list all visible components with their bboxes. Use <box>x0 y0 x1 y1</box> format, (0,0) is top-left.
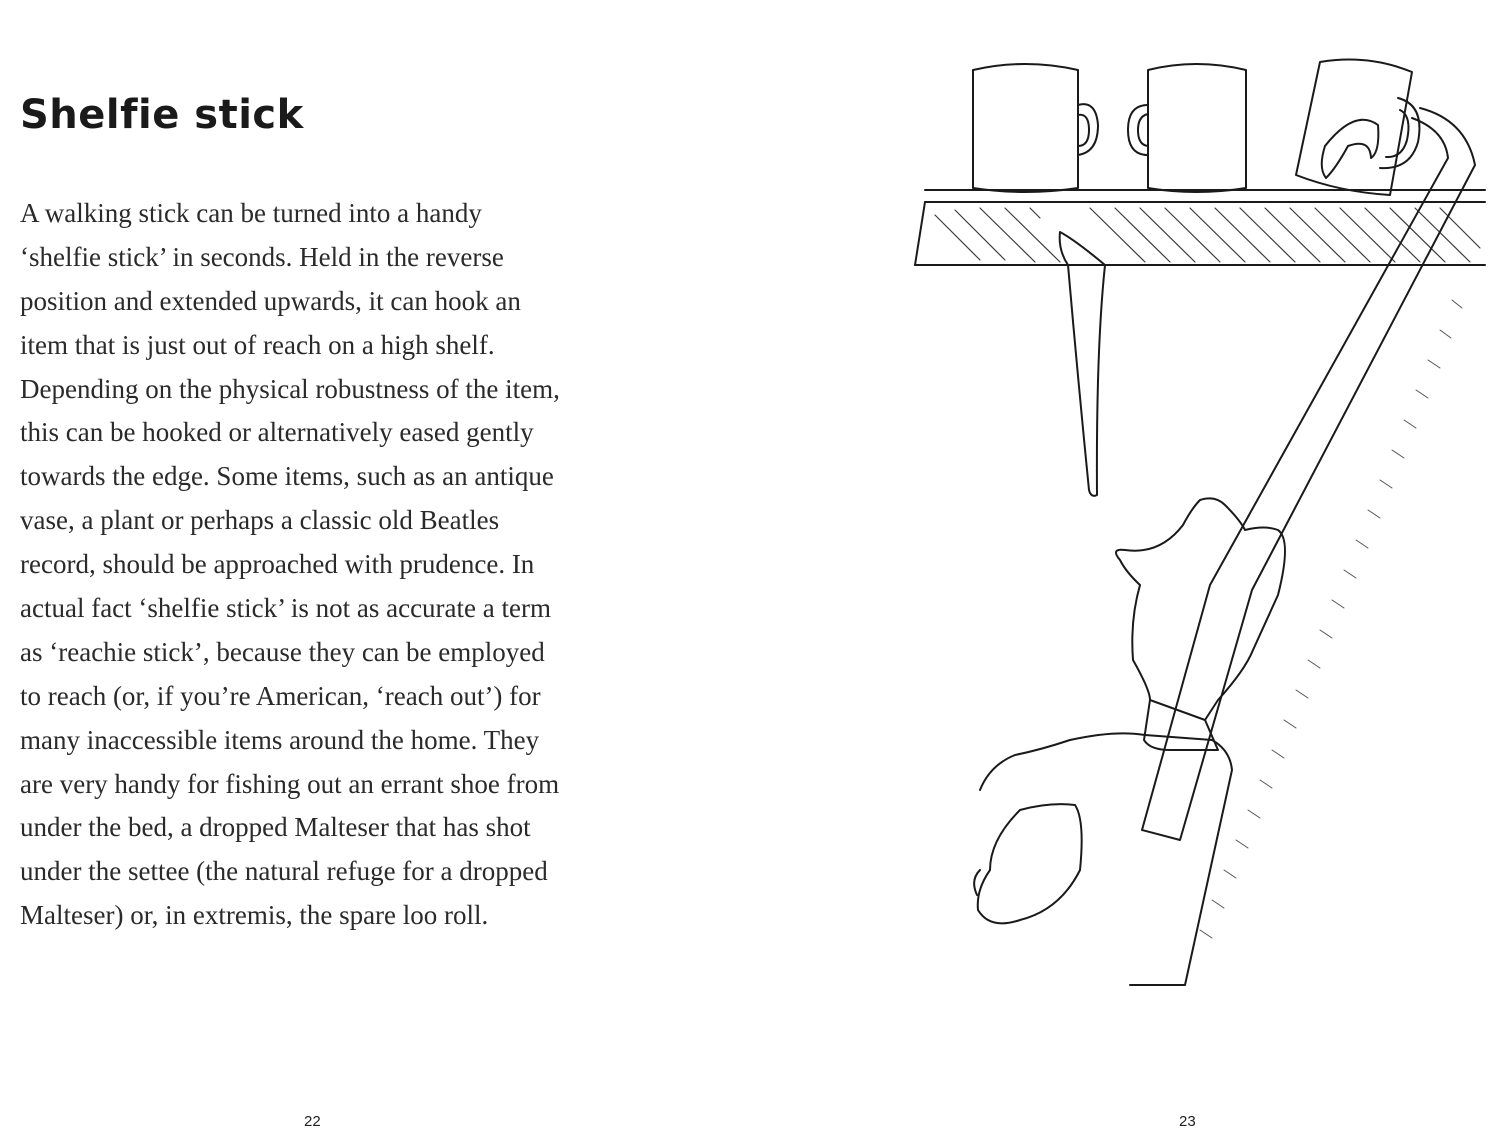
body-line: are very handy for fishing out an errant shoe from <box>20 768 560 799</box>
body-line: under the bed, a dropped Malteser that has shot <box>20 812 531 843</box>
mug-icon <box>973 64 1098 192</box>
shelf-bracket-icon <box>1060 232 1105 496</box>
hand-hooking-mug-illustration <box>900 50 1490 990</box>
sleeve-icon <box>980 733 1232 985</box>
body-line: towards the edge. Some items, such as an antique <box>20 461 554 492</box>
body-line: vase, a plant or perhaps a classic old Beatles <box>20 505 500 536</box>
body-line: many inaccessible items around the home. They <box>20 724 540 755</box>
body-line: this can be hooked or alternatively eased gently <box>20 417 534 448</box>
body-line: position and extended upwards, it can hook an <box>20 285 521 316</box>
hand-icon <box>1116 498 1285 750</box>
body-line: item that is just out of reach on a high shelf. <box>20 329 495 360</box>
shelf-icon <box>915 190 1485 265</box>
page-number-right: 23 <box>1179 1113 1196 1130</box>
body-line: to reach (or, if you’re American, ‘reach out’) for <box>20 680 541 711</box>
body-line: Depending on the physical robustness of the item, <box>20 373 560 404</box>
page-title: Shelfie stick <box>20 92 304 138</box>
body-line: under the settee (the natural refuge for a dropped <box>20 856 548 887</box>
mug-icon <box>1296 60 1419 195</box>
lower-hand-icon <box>974 804 1082 923</box>
right-page <box>750 0 1500 1136</box>
body-line: as ‘reachie stick’, because they can be employed <box>20 636 545 667</box>
wall-shading-icon <box>1200 300 1462 938</box>
body-line: actual fact ‘shelfie stick’ is not as accurate a term <box>20 593 551 624</box>
body-line: record, should be approached with prudence. In <box>20 549 535 580</box>
mug-icon <box>1128 64 1246 192</box>
body-line: A walking stick can be turned into a handy <box>20 198 482 228</box>
body-text <box>20 192 660 938</box>
body-line: ‘shelfie stick’ in seconds. Held in the reverse <box>20 241 504 272</box>
body-line: Malteser) or, in extremis, the spare loo roll. <box>20 900 489 931</box>
page-number-left: 22 <box>304 1113 321 1130</box>
